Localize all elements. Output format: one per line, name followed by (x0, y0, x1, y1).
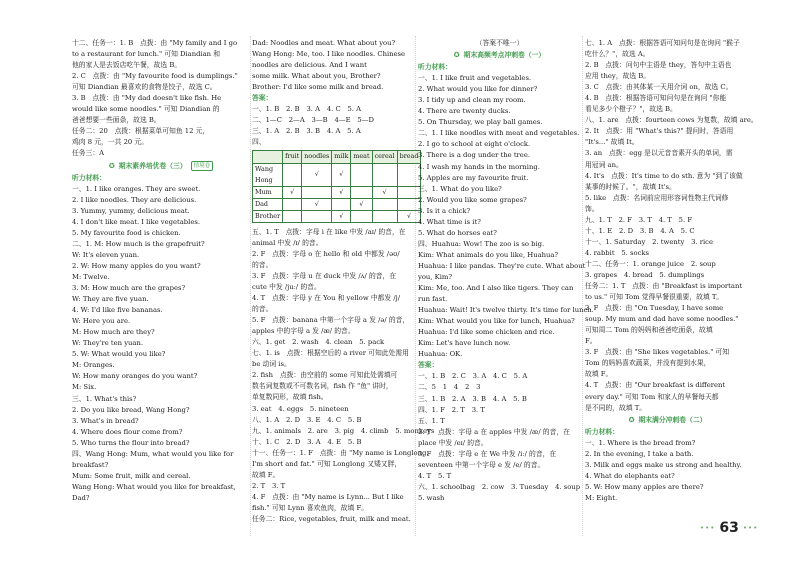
text-line: 五、1. T 点拨：字母 i 在 like 中发 /aɪ/ 的音，在 (252, 227, 406, 236)
dots-decoration: ••• (700, 524, 716, 532)
text-line: 一、1. B 2. C 3. A 4. C 5. A (418, 372, 528, 381)
text-line: Huahua: I like pandas. They're cute. What about (418, 261, 586, 270)
check-cell: √ (397, 210, 421, 222)
text-line: 某事的时候了。"，故填 It's。 (585, 182, 676, 191)
answer-lines (585, 38, 758, 414)
text-line: breakfast? (72, 460, 109, 469)
text-line: 应用 they，故选 B。 (585, 72, 651, 81)
text-line: 2. F 点拨：由 "On Tuesday, I have some (585, 304, 724, 313)
text-line: 3. Is it a chick? (418, 206, 471, 215)
text-line: 5. W: How many apples are there? (585, 482, 704, 491)
text-line: 用冠词 an。 (585, 160, 623, 169)
row-label: Mum (253, 186, 283, 198)
text-line: M: Oranges. (72, 361, 115, 370)
star-icon: ✪ (628, 415, 635, 424)
text-line: 3. What's in bread? (72, 416, 139, 425)
text-line: run fast. (418, 295, 448, 304)
text-line: 四、 (252, 138, 266, 147)
check-cell: √ (351, 198, 372, 210)
page-number (700, 520, 758, 536)
text-line: Kim: Let's have lunch now. (418, 339, 511, 348)
text-line: 2. I go to school at eight o'clock. (418, 140, 531, 149)
text-line: cute 中发 /juː/ 的音。 (252, 282, 321, 291)
text-line: would like some noodles." 可知 Diandian 的 (72, 105, 220, 114)
text-line: 吃什么？"，故选 A。 (585, 50, 650, 59)
text-line: 爸爸想要一些面条，故选 B。 (72, 116, 161, 125)
text-line: 5. wash (418, 493, 445, 502)
listening-lines (418, 73, 594, 360)
check-cell: √ (283, 186, 302, 198)
text-line: 3. F 点拨：字母 e 在 We 中发 /iː/ 的音，在 (418, 449, 557, 458)
text-line: 5. On Thursday, we play ball games. (418, 118, 543, 127)
text-line: 的音。 (252, 260, 273, 269)
text-line: 可知周二 Tom 的妈妈和爸爸吃面条，故填 (585, 326, 713, 335)
text-line: 八、1. are 点拨：fourteen cows 为复数，故填 are。 (585, 116, 758, 125)
check-cell (351, 210, 372, 222)
listening-label: 听力材料： (72, 173, 106, 182)
text-line: 三、1. A 2. B 3. B 4. A 5. A (252, 127, 361, 136)
text-line: seventeen 中第一个字母 e 发 /e/ 的音。 (418, 460, 545, 469)
check-cell (283, 210, 302, 222)
text-line: fish." 可知 Lynn 喜欢鱼肉，故填 F。 (252, 503, 369, 512)
check-cell (351, 186, 372, 198)
text-line: noodles are delicious. And I want (252, 61, 367, 70)
check-cell (372, 163, 397, 186)
text-line: 十二、任务一：1. B 点拨：由 "My family and I go (72, 39, 238, 47)
text-line: 是不同的，故填 T。 (585, 403, 647, 412)
listening-lines (585, 438, 750, 504)
table-header: milk (332, 151, 351, 163)
listening-lines (72, 184, 250, 504)
text-line: 3. B 点拨：由 "My dad doesn't like fish. He (72, 94, 222, 103)
text-line: 4. Where does flour come from? (72, 427, 183, 436)
text-line: 看见多少个橙子？"，故选 B。 (585, 105, 677, 114)
text-line: 4. What time is it? (418, 217, 481, 226)
text-line: 的音。 (252, 305, 273, 314)
text-line: Dad? (72, 493, 90, 502)
page-number-value: 63 (719, 520, 739, 536)
text-line: 2. F 点拨：字母 o 在 hello 和 old 中都发 /əʊ/ (252, 249, 400, 258)
text-line: 九、1. animals 2. are 3. pig 4. climb 5. monkeys (252, 426, 435, 435)
table-header: cereal (372, 151, 397, 163)
text-line: 3. Yummy, yummy, delicious meat. (72, 206, 190, 215)
table-row (253, 198, 421, 210)
star-icon: ✪ (108, 161, 115, 170)
table-header: fruit (283, 151, 302, 163)
check-cell (283, 163, 302, 186)
text-line: 七、1. A 点拨：根据答语可知问句是在询问 "猴子 (585, 39, 740, 47)
text-line: animal 中发 /ɪ/ 的音。 (252, 238, 323, 247)
column-4 (585, 38, 758, 504)
text-line: 4. There are twenty ducks. (418, 107, 511, 116)
text-line: 十一、1. Saturday 2. twenty 3. rice (585, 237, 714, 246)
text-line: 八、1. A 2. D 3. E 4. C 5. B (252, 415, 362, 424)
text-line: 3. There is a dog under the tree. (418, 151, 531, 160)
text-line: 3. eat 4. eggs 5. nineteen (252, 404, 349, 413)
text-line: W: It's eleven yuan. (72, 250, 140, 259)
text-line: 3. C 点拨：由其体某一天用介词 on，故选 C。 (585, 83, 733, 92)
text-line: 六、1. get 2. wash 4. clean 5. pack (252, 338, 385, 347)
text-line: place 中发 /eɪ/ 的音。 (418, 438, 488, 447)
text-line: 4. F 点拨：由 "My name is Lynn... But I like (252, 492, 404, 501)
text-line: 四、Huahua: Wow! The zoo is so big. (418, 239, 545, 248)
text-line: 5. Who turns the flour into bread? (72, 438, 190, 447)
text-line: Kim: Me, too. And I also like tigers. They can (418, 284, 574, 293)
text-line: apples 中的字母 a 发 /æ/ 的音。 (252, 327, 355, 336)
text-line: W: How many oranges do you want? (72, 372, 198, 381)
row-label: Dad (253, 198, 283, 210)
text-line: 任务二：20 点拨：根据菜单可知鱼 12 元， (72, 127, 210, 136)
text-line: 故填 F。 (252, 470, 280, 479)
column-divider (415, 36, 416, 536)
text-line: 饰。 (585, 204, 599, 213)
text-line: 2. C 点拨：由 "My favourite food is dumplings." (72, 72, 238, 81)
check-cell (332, 198, 351, 210)
text-line: 2. W: How many apples do you want? (72, 261, 201, 270)
text-line: 2. B 点拨：问句中主语是 they，答句中主语也 (585, 61, 732, 70)
banner-title: 期末满分冲刺卷（二） (638, 415, 707, 424)
text-line: to us." 可知 Tom 觉得早餐很重要，故填 T。 (585, 293, 724, 302)
text-line: 二、1. I like noodles with meat and vegetables. (418, 129, 580, 138)
text-line: 二、1. M: How much is the grapefruit? (72, 239, 205, 248)
text-line: Huahua: OK. (418, 350, 463, 359)
column-3 (418, 38, 594, 504)
column-1 (72, 38, 250, 504)
answer-lines (418, 371, 581, 504)
text-line: W: They're ten yuan. (72, 339, 144, 348)
table-header (253, 151, 283, 163)
text-line: 四、Wang Hong: Mum, what would you like for (72, 449, 234, 458)
text-line: 2. T 点拨：字母 a 在 apples 中发 /æ/ 的音，在 (418, 427, 570, 436)
row-label: Wang Hong (253, 163, 283, 186)
dialogue-lines (252, 38, 415, 93)
row-label: Brother (253, 210, 283, 222)
text-line: 3. Milk and eggs make us strong and healthy. (585, 460, 742, 469)
text-line: F。 (585, 337, 597, 346)
text-line: every day." 可知 Tom 和家人的早餐每天都 (585, 392, 719, 401)
text-line: 5. Apples are my favourite fruit. (418, 173, 529, 182)
text-line: M: Six. (72, 383, 97, 392)
check-cell (302, 186, 332, 198)
section-banner (585, 415, 750, 426)
check-cell (351, 163, 372, 186)
text-line: 他的家人是去饭店吃午餐，故选 B。 (72, 61, 182, 70)
text-line: 3. F 点拨：字母 u 在 duck 中发 /ʌ/ 的音，在 (252, 271, 397, 280)
banner-title: 期末高频考点冲刺卷（一） (463, 51, 546, 60)
text-line: "It's..." 故填 It。 (585, 138, 639, 147)
text-line: to a restaurant for lunch." 可知 Diandian 和 (72, 50, 220, 59)
text-line: Huahua: I'd like some chicken and rice. (418, 328, 555, 337)
text-line: W: They are five yuan. (72, 295, 149, 304)
text-line: 十、1. E 2. D 3. B 4. A 5. C (585, 226, 695, 235)
text-line: 5. like 点拨：名词前应用形容词性物主代词修 (585, 193, 729, 202)
table-header: meat (351, 151, 372, 163)
check-cell: √ (332, 210, 351, 222)
text-line: Tom 的妈妈喜欢蔬菜，并没有提到水果， (585, 359, 711, 368)
text-line: Dad: Noodles and meat. What about you? (252, 39, 396, 47)
text-line: 五、1. T (418, 416, 445, 425)
table-row (253, 163, 421, 186)
text-line: 二、1—C 2—A 3—B 4—E 5—D (252, 116, 374, 125)
text-line: 三、1. What's this? (72, 394, 137, 403)
text-line: M: How much are they? (72, 328, 155, 337)
text-line: 5. What do horses eat? (418, 228, 497, 237)
text-line: 4. It's 点拨：It's time to do sth. 意为 "到了该做 (585, 171, 743, 180)
check-cell (372, 198, 397, 210)
text-line: 六、1. schoolbag 2. cow 3. Tuesday 4. soup (418, 482, 581, 491)
text-line: 2. T 3. T (252, 481, 286, 490)
text-line: 4. I don't like meat. I like vegetables. (72, 217, 201, 226)
check-cell: √ (302, 198, 332, 210)
answer-note: （答案不唯一） (475, 39, 524, 47)
text-line: 4. I wash my hands in the morning. (418, 162, 540, 171)
table-row (253, 186, 421, 198)
text-line: Mum: Some fruit, milk and cereal. (72, 471, 191, 480)
text-line: Kim: What would you like for lunch, Huahua? (418, 317, 575, 326)
text-line: 2. In the evening, I take a bath. (585, 449, 694, 458)
text-line: be 动词 is。 (252, 360, 291, 369)
text-line: 任务三：A (72, 149, 105, 158)
food-table (252, 150, 421, 222)
text-line: 九、1. T 2. F 3. T 4. T 5. F (585, 215, 693, 224)
text-line: 2. Would you like some grapes? (418, 195, 527, 204)
banner-tag: 情境卷 (191, 161, 214, 171)
text-line: 十二、任务一：1. orange juice 2. soup (585, 259, 716, 268)
check-cell (372, 210, 397, 222)
text-line: M: Eight. (585, 493, 618, 502)
text-line: Wang Hong: Me, too. I like noodles. Chinese (252, 50, 406, 59)
text-line: Huahua: Wait! It's twelve thirty. It's time for lunch. (418, 306, 594, 315)
check-cell: √ (302, 163, 332, 186)
text-line: 十、1. C 2. D 3. A 4. E 5. B (252, 437, 362, 446)
text-line: 三、1. B 2. A 3. B 4. A 5. B (418, 394, 527, 403)
text-line: 三、1. What do you like? (418, 184, 502, 193)
dots-decoration: ••• (742, 524, 759, 532)
section-banner (418, 50, 581, 61)
text-line: 故填 F。 (585, 370, 613, 379)
star-icon: ✪ (453, 51, 460, 60)
text-line: 2. I like noodles. They are delicious. (72, 195, 197, 204)
text-line: 单复数同形，故填 fish。 (252, 393, 328, 402)
answer-lines (252, 104, 415, 148)
section-banner (72, 161, 250, 172)
text-line: 4. B 点拨：根据答语可知问句是在询问 "你能 (585, 94, 727, 103)
text-line: 3. F 点拨：由 "She likes vegetables." 可知 (585, 348, 730, 357)
text-line: 5. W: What would you like? (72, 350, 166, 359)
table-header: bread (397, 151, 421, 163)
text-line: 4. T 点拨：字母 y 在 You 和 yellow 中都发 /j/ (252, 294, 401, 303)
text-line: 鸡肉 8 元，一共 20 元。 (72, 138, 148, 147)
check-cell (302, 210, 332, 222)
text-line: 二、5 1 4 2 3 (418, 383, 481, 392)
listening-label: 听力材料： (418, 63, 452, 72)
answer-label: 答案： (252, 94, 273, 103)
text-line: 3. an 点拨：egg 是以元音音素开头的单词，需 (585, 149, 733, 158)
text-line: 一、1. B 2. B 3. A 4. C 5. A (252, 105, 362, 114)
text-line: 2. fish 点拨：由空前的 some 可知此处需填可 (252, 371, 398, 380)
column-divider (582, 36, 583, 536)
banner-title: 期末素养培优卷（三） (118, 161, 187, 170)
text-line: 4. rabbit 5. socks (585, 248, 649, 257)
table-header: noodles (302, 151, 332, 163)
check-cell (283, 198, 302, 210)
text-line: 任务二：Rice, vegetables, fruit, milk and meat. (252, 514, 411, 523)
check-cell: √ (332, 186, 351, 198)
text-line: 四、1. F 2. T 3. T (418, 405, 485, 414)
text-line: Brother: I'd like some milk and bread. (252, 83, 384, 92)
text-line: W: Here you are. (72, 317, 131, 326)
text-line: 4. What do elephants eat? (585, 471, 675, 480)
text-line: you, Kim? (418, 272, 452, 281)
text-line: I'm short and fat." 可知 Longlong 又矮又胖， (252, 459, 402, 468)
text-line: 3. M: How much are the grapes? (72, 284, 186, 293)
text-line: 2. What would you like for dinner? (418, 85, 538, 94)
text-line: 七、1. is 点拨：根据空后的 a river 可知此处需用 (252, 349, 409, 358)
text-line: 3. I tidy up and clean my room. (418, 96, 526, 105)
text-line: 4. W: I'd like five bananas. (72, 306, 163, 315)
text-line: 5. My favourite food is chicken. (72, 228, 181, 237)
check-cell: √ (332, 163, 351, 186)
text-line: 十一、任务一：1. F 点拨：由 "My name is Longlong. (252, 448, 429, 457)
answer-lines (72, 38, 250, 160)
text-line: M: Twelve. (72, 272, 110, 281)
answer-label: 答案： (418, 361, 439, 370)
text-line: 3. grapes 4. bread 5. dumplings (585, 270, 705, 279)
listening-label: 听力材料： (585, 427, 619, 436)
text-line: 2. Do you like bread, Wang Hong? (72, 405, 190, 414)
text-line: 4. T 点拨：由 "Our breakfast is different (585, 381, 726, 390)
check-cell: √ (372, 186, 397, 198)
text-line: some milk. What about you, Brother? (252, 72, 381, 81)
table-row (253, 210, 421, 222)
text-line: Wang Hong: What would you like for breakfast, (72, 482, 236, 491)
text-line: 4. T 5. T (418, 471, 452, 480)
column-divider (250, 36, 251, 536)
text-line: 可知 Diandian 最喜欢的食物是饺子，故选 C。 (72, 83, 217, 92)
text-line: 一、1. I like oranges. They are sweet. (72, 184, 201, 193)
text-line: Kim: What animals do you like, Huahua? (418, 250, 559, 259)
text-line: 2. It 点拨：用 "What's this?" 提问时，答语用 (585, 127, 734, 136)
text-line: 任务二：1. T 点拨：由 "Breakfast is important (585, 282, 743, 291)
text-line: soup. My mum and dad have some noodles." (585, 315, 739, 324)
text-line: 一、1. Where is the bread from? (585, 438, 696, 447)
text-line: 一、1. I like fruit and vegetables. (418, 74, 532, 83)
text-line: 数名词复数或不可数名词，fish 作 "鱼" 讲时， (252, 382, 393, 391)
text-line: 5. F 点拨：banana 中第一个字母 a 发 /ə/ 的音， (252, 316, 410, 325)
